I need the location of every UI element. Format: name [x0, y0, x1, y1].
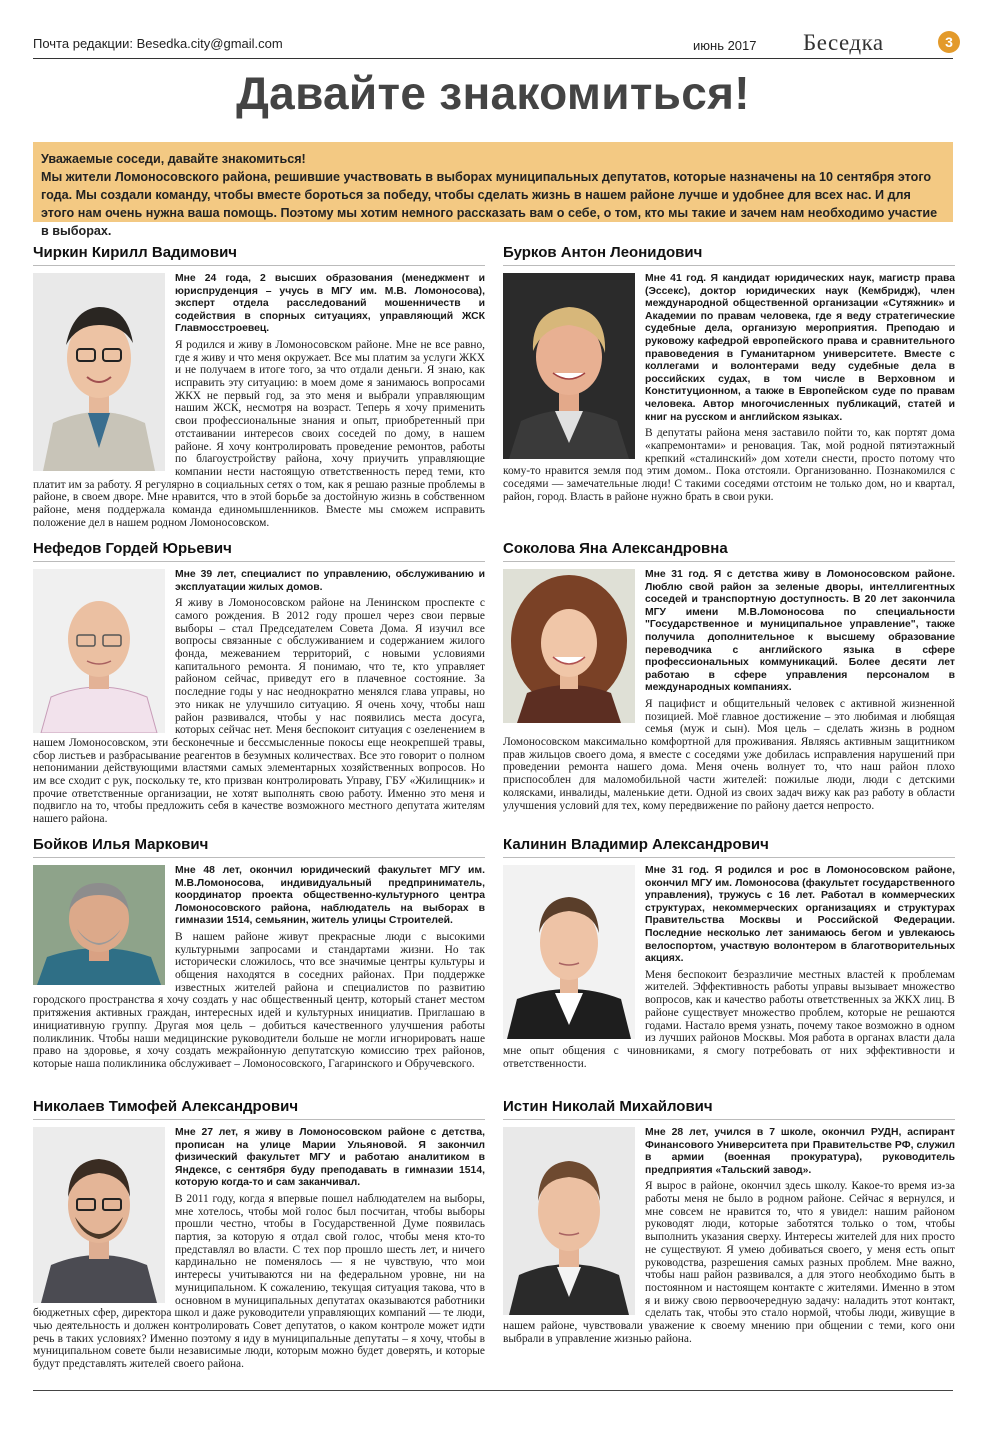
candidate-summary: Мне 39 лет, специалист по управлению, обслуживанию и эксплуатации жилых домов.	[175, 569, 485, 593]
candidate-statement: В депутаты района меня заставило пойти то, как портят дома «капремонтами» и реновация. Так, мой родной пятиэтажный крепкий «сталинский» дом хотели снести, просто потому что кому-то нравится земля под этим домом.. Пока отстояли. Организованно. Познакомился с соседями — замечательные люди! С такими соседями отстоим не только дом, но и квартал, район, город. Власть в районе нужно брать в свои руки.	[503, 427, 955, 503]
candidate-statement: Я родился и живу в Ломоносовском районе. Мне не все равно, где я живу и что меня окружает. Все мы платим за услуги ЖКХ и не получаем в итоге того, за что отдали деньги. Я знаю, как исправить эту ситуацию: в моем доме я занимаюсь вопросами ЖКХ не первый год, за это меня и выбрали управляющим нашим ЖСК, несмотря на возраст. Теперь я хочу применить свои профессиональные знания и опыт, приобретенный при отстаивании интересов своих соседей по дому, в нашем районе. Я хочу контролировать проведение ремонтов, работы по благоустройству района, хочу приучить управляющие компании нести настоящую ответственность перед теми, кто платит им за работу. Я регулярно в социальных сетях о том, как я решаю разные проблемы в районе, в своем дворе. Мне нравится, что в этой борьбе за достойную жизнь в собственном районе, меня поддержала команда единомышленников. Вместе мы сможем исправить положение дел в нашем родном Ломоносовском.	[33, 338, 485, 529]
candidate-photo	[503, 865, 635, 1039]
intro-box	[33, 142, 953, 238]
candidate-summary: Мне 27 лет, я живу в Ломоносовском районе с детства, прописан на улице Марии Ульяновой. Я закончил физический факультет МГУ и работаю аналитиком в Яндексе, с сентября буду преподавать в гимназии 1514, которую когда-то и сам заканчивал.	[175, 1127, 485, 1189]
candidate-card	[503, 836, 955, 1070]
candidate-summary: Мне 24 года, 2 высших образования (менеджмент и юриспруденция – учусь в МГУ им. М.В. Ломоносова), эксперт отдела расследований мошенничеств и содействия в спорных ситуациях, управляющий ЖСК Главмосстроевец.	[175, 273, 485, 335]
candidate-photo	[33, 1127, 165, 1303]
candidate-photo	[33, 865, 165, 985]
candidate-photo	[503, 569, 635, 723]
candidate-summary: Мне 28 лет, учился в 7 школе, окончил РУДН, аспирант Финансового Университета при Правительстве РФ, служил в армии (военная прокуратура), руководитель предприятия «Тальский завод».	[645, 1127, 955, 1176]
intro-greeting: Уважаемые соседи, давайте знакомиться!	[41, 152, 306, 166]
page-number: 3	[938, 31, 960, 53]
candidate-card	[503, 540, 955, 812]
candidate-name: Чиркин Кирилл Вадимович	[33, 244, 485, 266]
issue-date: июнь 2017	[693, 38, 757, 53]
editorial-email[interactable]: Почта редакции: Besedka.city@gmail.com	[33, 36, 283, 51]
footer-divider	[33, 1390, 953, 1391]
candidate-statement: Я пацифист и общительный человек с активной жизненной позицией. Моё главное достижение – это любимая и любящая семья (муж и сын). Моя цель – сделать жизнь в родном Ломоносовском максимально комфортной для проживания. Являясь активным защитником прав жильцов своего дома, я вместе с соседями уже добилась исправления нарушений при проведении ремонта нашего дома. Меня очень волнует то, что наш район плохо приспособлен для маломобильной части жителей: пожилые люди, люди с детскими колясками, инвалиды, маленькие дети. Одной из своих задач вижу как раз работу в области улучшения условий для тех, кому передвижение по району дается непросто.	[503, 697, 955, 812]
candidate-statement: В 2011 году, когда я впервые пошел наблюдателем на выборы, мне хотелось, чтобы мой голос был посчитан, чтобы выборы прошли честно, чтобы в Государственной Думе появилась партия, за которую я отдал свой голос, чтобы меня кто-то представлял во власти. С тех пор прошло шесть лет, и ничего кардинально не поменялось — я не чувствую, что мои интересы учитываются ни на федеральном уровне, ни на муниципальном. К сожалению, текущая ситуация такова, что в основном в муниципальных депутатах оказываются работники бюджетных сфер, директора школ и даже руководители управляющих компаний — те люди, чью деятельность и должен контролировать Совет депутатов, о каком контроле может идти речь в таких условиях? Именно поэтому я иду в муниципальные депутаты – я хочу, чтобы в муниципальном совете были независимые люди, которым можно будет доверять, и которые будут представлять жителей своего района.	[33, 1192, 485, 1371]
candidate-name: Николаев Тимофей Александрович	[33, 1098, 485, 1120]
candidate-name: Нефедов Гордей Юрьевич	[33, 540, 485, 562]
candidate-statement: В нашем районе живут прекрасные люди с высокими культурными запросами и стандартами жизни. Но так исторически сложилось, что все значимые центры культуры и общения находятся в соседних районах. При поддержке известных жителей района и специалистов по развитию городского пространства я хочу создать у нас общественный центр, который станет местом притяжения активных граждан, интересных идей и культурных инициатив. Приглашаю в инициативную группу. Другая моя цель – добиться качественного улучшения работы поликлиник. Чтобы наши медицинские руководители больше не могли игнорировать наше право на здоровье, я хочу создать межрайонную депутатскую комиссию трех районов, которые наша поликлиника обслуживает – Ломоносовского, Гагаринского и Обручевского.	[33, 930, 485, 1070]
newspaper-logo: Беседка	[803, 30, 884, 55]
masthead	[33, 30, 953, 56]
candidate-card	[33, 540, 485, 826]
candidate-summary: Мне 48 лет, окончил юридический факультет МГУ им. М.В.Ломоносова, индивидуальный предприниматель, координатор проекта общественно-культурного центра Ломоносовского района, наблюдатель на выборах в гимназии 1514, семьянин, житель улицы Строителей.	[175, 865, 485, 927]
candidate-card	[33, 1098, 485, 1371]
candidate-summary: Мне 41 год. Я кандидат юридических наук, магистр права (Эссекс), доктор юридических наук (Кембридж), член международной общественной организации «Сутяжник» и Академии по правам человека, где я веду стратегические судебные дела, организую мероприятия. Преподаю и руковожу кафедрой европейского права и сравнительного правоведения в Гуманитарном университете. Вместе с коллегами и волонтерами веду судебные дела в российских судах, в том числе в Верховном и Конституционном, а также в Европейском суде по правам человека. Автор многочисленных публикаций, статей и книг на русском и английском языках.	[645, 273, 955, 423]
candidate-photo	[33, 273, 165, 471]
candidate-card	[503, 1098, 955, 1346]
candidate-card	[503, 244, 955, 503]
candidate-statement: Я живу в Ломоносовском районе на Ленинском проспекте с самого рождения. В 2012 году прошел через свои первые выборы – стал Председателем Совета Дома. Я изучил все вопросы связанные с обслуживанием и содержанием жилого фонда, межеванием территорий, с новыми условиями капитального ремонта. Я понимаю, что те, кто управляет районом сейчас, приведут его в плачевное состояние. За последние годы у нас неоднократно менялся глава управы, но это никак не улучшило ситуацию. Я очень хочу, чтобы наш район развивался, чтобы у нас появились места досуга, которых сейчас нет. Меня беспокоит ситуация с озеленением в нашем Ломоносовском, эти бесконечные и бессмысленные покосы еще неокрепшей травы, сбор листьев и разбрасывание реагентов в безумных количествах. Все это говорит о полном непонимании действующими властями самых элементарных хозяйственных вопросов. Но им все сходит с рук, поскольку те, кто призван контролировать Управу, ГБУ «Жилищник» и прочие ответственные организации, не хотят выполнять свою работу. Именно это меня и подвигло на то, чтобы предложить себя в качестве возможного местного депутата жителям нашего района.	[33, 597, 485, 826]
candidate-name: Истин Николай Михайлович	[503, 1098, 955, 1120]
candidate-summary: Мне 31 год. Я с детства живу в Ломоносовском районе. Люблю свой район за зеленые дворы, интеллигентных соседей и транспортную доступность. В 20 лет закончила МГУ имени М.В.Ломоносова по специальности "Государственное и муниципальное управление", также получила дополнительное к высшему образование переводчика с английского языка в сфере профессиональных коммуникаций. Более десяти лет работаю в сфере управления персоналом в международных компаниях.	[645, 569, 955, 694]
page-title: Давайте знакомиться!	[236, 67, 750, 119]
candidate-name: Соколова Яна Александровна	[503, 540, 955, 562]
candidate-photo	[33, 569, 165, 733]
candidate-photo	[503, 273, 635, 459]
candidate-photo	[503, 1127, 635, 1315]
candidate-card	[33, 836, 485, 1071]
candidate-name: Калинин Владимир Александрович	[503, 836, 955, 858]
header-divider	[33, 58, 953, 59]
candidate-name: Бойков Илья Маркович	[33, 836, 485, 858]
candidate-statement: Меня беспокоит безразличие местных властей к проблемам жителей. Эффективность работы управы вызывает множество вопросов, как и качество работы ответственных за ЖКХ лиц. В районе существует множество проблем, которые не решаются годами. Настало время узнать, почему такое возможно в одном из лучших районов Москвы. Моя работа в органах власти дала мне опыт общения с чиновниками, я смогу потребовать от них эффективности и ответственности.	[503, 968, 955, 1070]
candidate-summary: Мне 31 год. Я родился и рос в Ломоносовском районе, окончил МГУ им. Ломоносова (факультет государственного управления), тружусь с 16 лет. Работал в коммерческих структурах, некоммерческих организациях и структурах Правительства Москвы и Российской Федерации. Последние несколько лет занимаюсь бегом и увлекаюсь велоспортом, участвую волонтером в благотворительных акциях.	[645, 865, 955, 965]
candidate-card	[33, 244, 485, 530]
candidate-statement: Я вырос в районе, окончил здесь школу. Какое-то время из-за работы меня не было в родном районе. Сейчас я вернулся, и мне совсем не нравится то, что я увидел: нашим районом руководят люди, которые заботятся только о том, чтобы выполнить указания сверху. Интересы жителей для них просто не существуют. Я умею добиваться своего, у меня есть опыт руководства, разрешения самых разных проблем. Мне важно, чтобы наш район развивался, а для этого необходимо быть в постоянном и настоящем контакте с жителями. Именно в этом я и вижу свою первоочередную задачу: наладить этот контакт, сделать так, чтобы это стало нормой, чтобы люди, живущие в нашем районе, чувствовали уважение к своему мнению при общении с теми, кого они выбрали в управление жизнью района.	[503, 1180, 955, 1345]
candidate-name: Бурков Антон Леонидович	[503, 244, 955, 266]
intro-text: Мы жители Ломоносовского района, решившие участвовать в выборах муниципальных депутатов, которые назначены на 10 сентября этого года. Мы создали команду, чтобы вместе бороться за победу, чтобы сделать жизнь в нашем районе лучше и удобнее для всех нас. И для этого нам очень нужна ваша помощь. Поэтому мы хотим немного рассказать вам о себе, о том, кто мы такие и зачем нам необходимо участие в выборах.	[41, 170, 938, 238]
